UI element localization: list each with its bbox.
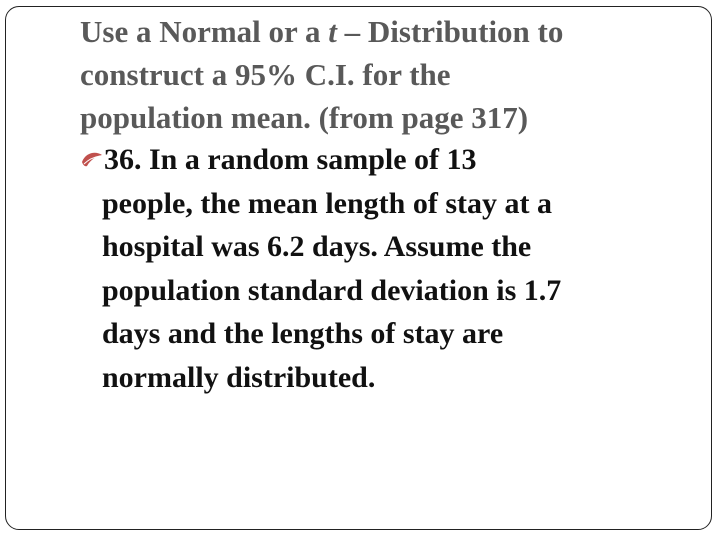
body-line-1 <box>80 138 700 182</box>
body-line-4: population standard deviation is 1.7 <box>102 273 562 307</box>
leaf-bullet-icon <box>80 140 104 162</box>
title-line-1-prefix: Use a Normal or a <box>80 14 329 49</box>
title-line-1-suffix: – Distribution to <box>336 14 564 49</box>
title-line-1-italic: t <box>328 14 337 49</box>
title-line-3: population mean. (from page 317) <box>80 100 529 135</box>
title-line-2: construct a 95% C.I. for the <box>80 57 451 92</box>
body-line-2: people, the mean length of stay at a <box>102 186 552 220</box>
bullet-item-36 <box>80 138 700 399</box>
slide-title <box>80 10 700 139</box>
body-line-6: normally distributed. <box>102 360 376 394</box>
title-line-1 <box>80 10 700 53</box>
body-line-5: days and the lengths of stay are <box>102 317 504 350</box>
body-line-3: hospital was 6.2 days. Assume the <box>102 230 532 263</box>
body-line-1-text: 36. In a random sample of 13 <box>104 143 477 176</box>
